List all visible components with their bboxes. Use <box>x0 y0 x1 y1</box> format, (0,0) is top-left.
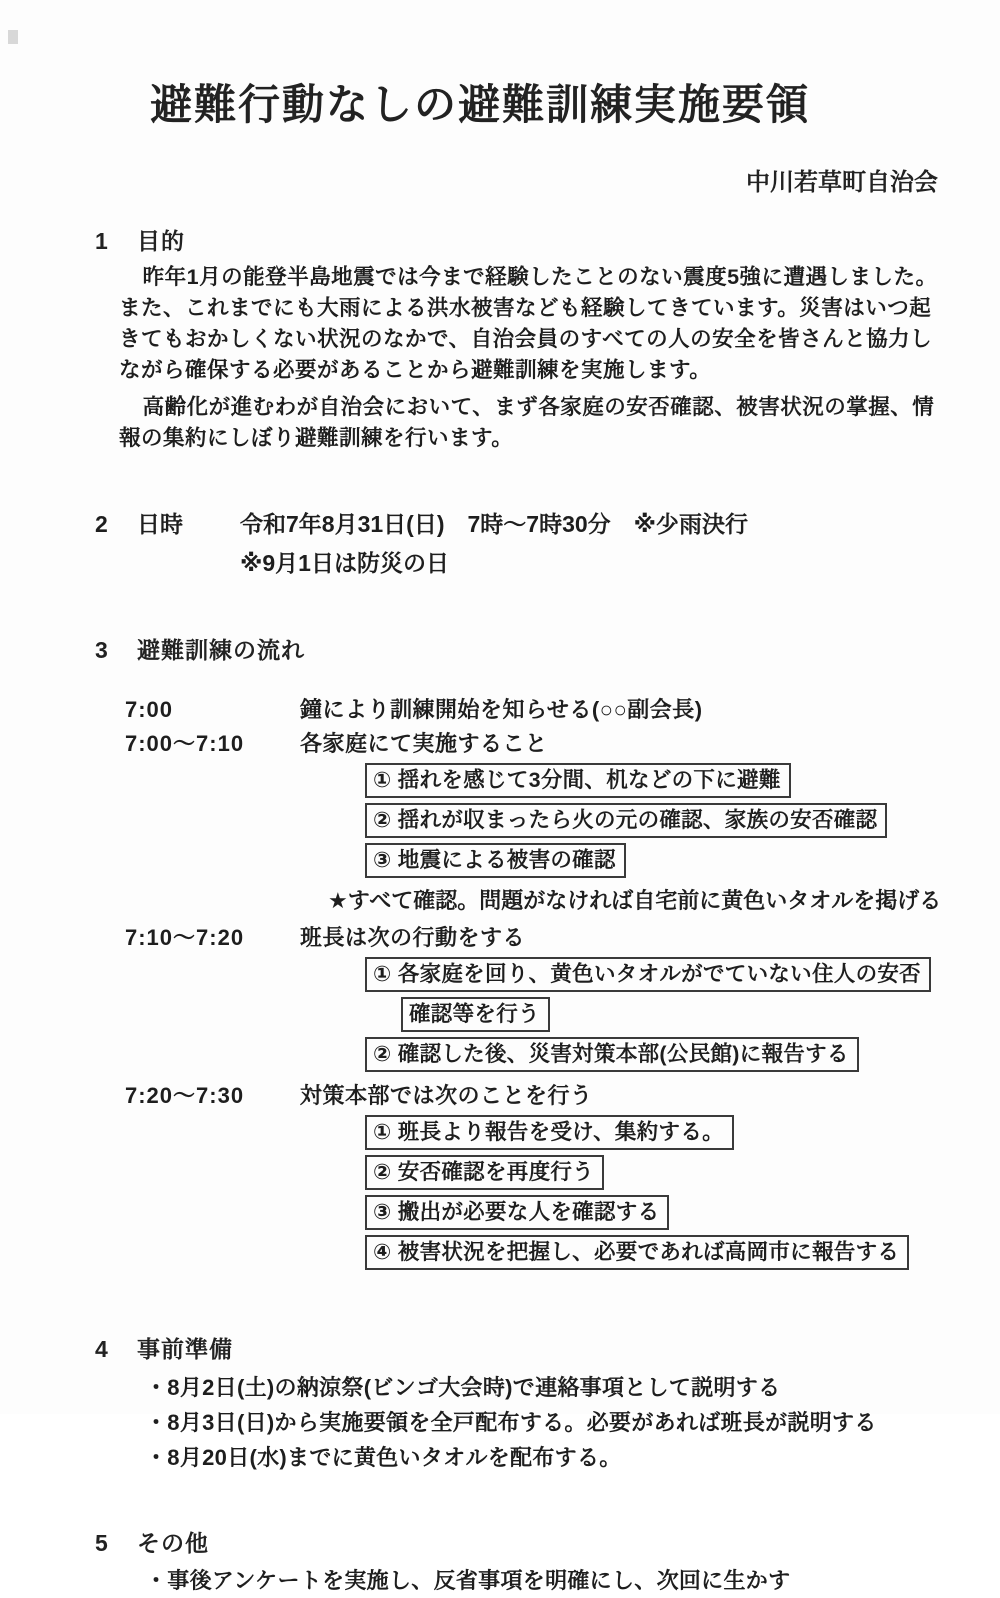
leader-action-boxes <box>365 957 942 1077</box>
schedule-activity: 鐘により訓練開始を知らせる(○○副会長) <box>300 697 703 722</box>
action-box: ② 揺れが収まったら火の元の確認、家族の安否確認 <box>365 803 887 838</box>
schedule-row <box>125 693 942 727</box>
schedule-activity: 各家庭にて実施すること <box>300 731 548 756</box>
action-box-continuation: 確認等を行う <box>401 997 550 1032</box>
schedule-activity: 対策本部では次のことを行う <box>300 1083 593 1108</box>
action-box: ② 安否確認を再度行う <box>365 1155 604 1190</box>
action-box: ③ 地震による被害の確認 <box>365 843 626 878</box>
section-title: 事前準備 <box>137 1336 233 1362</box>
section-preparation <box>95 1331 942 1475</box>
preparation-item: ・8月3日(日)から実施要領を全戸配布する。必要があれば班長が説明する <box>145 1410 877 1435</box>
schedule-activity: 班長は次の行動をする <box>300 925 526 950</box>
household-action-boxes <box>365 763 942 883</box>
section-datetime-heading <box>95 506 942 539</box>
scan-artifact <box>8 30 18 44</box>
section-other-heading <box>95 1525 942 1558</box>
section-number: 2 <box>95 511 108 537</box>
preparation-list <box>145 1370 942 1475</box>
other-item: ・事後アンケートを実施し、反省事項を明確にし、次回に生かす <box>145 1568 791 1593</box>
confirmation-note: ★すべて確認。問題がなければ自宅前に黄色いタオルを掲げる <box>328 888 942 913</box>
action-box: ① 揺れを感じて3分間、机などの下に避難 <box>365 763 791 798</box>
section-title: 避難訓練の流れ <box>137 637 305 663</box>
section-preparation-heading <box>95 1331 942 1364</box>
section-number: 5 <box>95 1530 108 1556</box>
section-number: 3 <box>95 637 108 663</box>
headquarters-action-boxes <box>365 1115 942 1275</box>
preparation-item: ・8月20日(水)までに黄色いタオルを配布する。 <box>145 1445 622 1470</box>
section-purpose <box>95 223 942 454</box>
section-title: 目的 <box>137 228 185 254</box>
other-list <box>145 1564 942 1598</box>
schedule-row <box>125 1079 942 1113</box>
purpose-paragraph-2: 高齢化が進むわが自治会において、まず各家庭の安否確認、被害状況の掌握、情報の集約にしぼり避難訓練を行います。 <box>119 395 935 450</box>
action-box: ② 確認した後、災害対策本部(公民館)に報告する <box>365 1037 859 1072</box>
section-drill-flow <box>95 632 942 1275</box>
drill-schedule <box>125 693 942 1275</box>
schedule-time: 7:20～7:30 <box>125 1083 245 1108</box>
section-datetime <box>95 506 942 578</box>
preparation-item: ・8月2日(土)の納涼祭(ビンゴ大会時)で連絡事項として説明する <box>145 1375 781 1400</box>
schedule-time: 7:00～7:10 <box>125 731 245 756</box>
section-title: 日時 <box>137 511 183 537</box>
purpose-paragraph-1: 昨年1月の能登半島地震では今まで経験したことのない震度5強に遭遇しました。また、これまでにも大雨による洪水被害なども経験してきています。災害はいつ起きてもおかしくない状況のなかで、自治会員のすべての人の安全を皆さんと協力しながら確保する必要があることから避難訓練を実施します。 <box>119 265 938 382</box>
schedule-row <box>125 921 942 955</box>
organization-name: 中川若草町自治会 <box>746 169 938 196</box>
datetime-note: ※9月1日は防災の日 <box>240 550 449 576</box>
section-number: 4 <box>95 1336 108 1362</box>
action-box: ① 各家庭を回り、黄色いタオルがでていない住人の安否 <box>365 957 931 992</box>
section-other <box>95 1525 942 1598</box>
action-box: ① 班長より報告を受け、集約する。 <box>365 1115 734 1150</box>
action-box: ④ 被害状況を把握し、必要であれば高岡市に報告する <box>365 1235 909 1270</box>
section-title: その他 <box>137 1530 209 1556</box>
schedule-row <box>125 727 942 761</box>
section-number: 1 <box>95 228 108 254</box>
schedule-time: 7:00 <box>125 697 174 722</box>
document-title: 避難行動なしの避難訓練実施要領 <box>150 81 811 128</box>
schedule-time: 7:10～7:20 <box>125 925 245 950</box>
section-drill-flow-heading <box>95 632 942 665</box>
section-purpose-heading <box>95 223 942 256</box>
datetime-value: 令和7年8月31日(日) 7時～7時30分 ※少雨決行 <box>240 511 749 537</box>
action-box: ③ 搬出が必要な人を確認する <box>365 1195 669 1230</box>
